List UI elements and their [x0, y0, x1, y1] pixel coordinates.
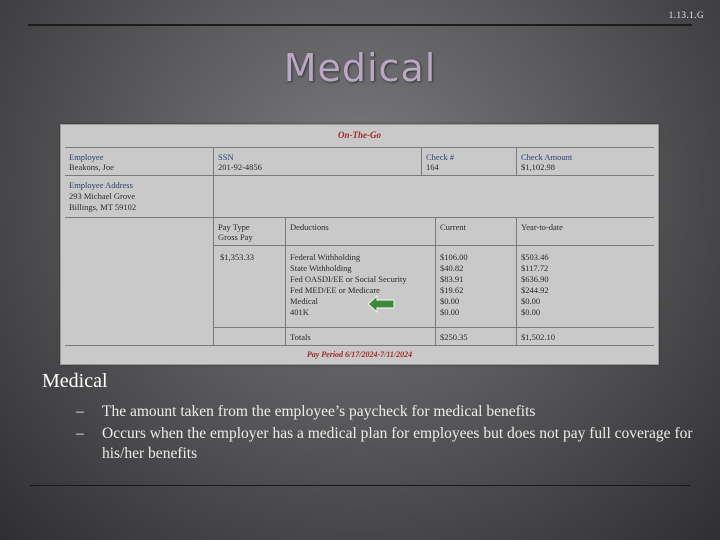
grid-line [435, 217, 436, 345]
check-number-label: Check # [426, 152, 455, 162]
ytd-header: Year-to-date [521, 222, 563, 232]
totals-current: $250.35 [440, 332, 468, 342]
deduction-name: State Withholding [290, 263, 352, 273]
deduction-current: $40.82 [440, 263, 464, 273]
list-item [76, 424, 696, 464]
top-rule [28, 24, 692, 26]
grid-line [213, 147, 214, 345]
grid-line [285, 217, 286, 345]
grid-line [213, 327, 654, 328]
deduction-current: $0.00 [440, 296, 460, 306]
slide-number: 1.13.1.G [668, 10, 704, 20]
grid-line [516, 147, 517, 175]
deductions-header: Deductions [290, 222, 329, 232]
check-number-value: 164 [426, 162, 439, 172]
grid-line [65, 217, 654, 218]
deduction-ytd: $0.00 [521, 307, 541, 317]
deduction-ytd: $117.72 [521, 263, 549, 273]
pay-period: Pay Period 6/17/2024-7/11/2024 [306, 350, 413, 359]
totals-ytd: $1,502.10 [521, 332, 555, 342]
ssn-value: 201-92-4856 [218, 162, 262, 172]
grid-line [421, 147, 422, 175]
grid-line [516, 217, 517, 345]
ssn-label: SSN [218, 152, 234, 162]
totals-label: Totals [290, 332, 311, 342]
grid-line [65, 345, 654, 346]
list-item [76, 402, 696, 422]
deduction-current: $19.62 [440, 285, 464, 295]
pay-type-label: Pay Type [218, 222, 250, 232]
deduction-ytd: $0.00 [521, 296, 541, 306]
bullet-text: The amount taken from the employee’s paycheck for medical benefits [102, 403, 536, 420]
bottom-rule [30, 485, 690, 486]
deduction-current: $106.00 [440, 252, 468, 262]
deduction-name: Fed OASDI/EE or Social Security [290, 274, 407, 284]
dash-marker: – [76, 425, 84, 442]
deduction-name: Fed MED/EE or Medicare [290, 285, 380, 295]
arrow-left-icon [367, 295, 395, 313]
deduction-name: Medical [290, 296, 318, 306]
grid-line [65, 175, 654, 176]
company-name: On-The-Go [338, 130, 381, 140]
pay-stub [60, 124, 659, 365]
grid-line [65, 147, 654, 148]
current-header: Current [440, 222, 466, 232]
deduction-current: $0.00 [440, 307, 460, 317]
deduction-current: $83.91 [440, 274, 464, 284]
deduction-name: Federal Withholding [290, 252, 361, 262]
deduction-ytd: $636.90 [521, 274, 549, 284]
check-amount-value: $1,102.98 [521, 162, 555, 172]
address-line: 293 Michael Grove [69, 191, 136, 201]
address-line: Billings, MT 59102 [69, 202, 137, 212]
employee-label: Employee [69, 152, 104, 162]
address-label: Employee Address [69, 180, 133, 190]
deduction-name: 401K [290, 307, 309, 317]
deduction-ytd: $503.46 [521, 252, 549, 262]
bullet-text: Occurs when the employer has a medical plan for employees but does not pay full coverage for his/her benefits [102, 425, 693, 462]
deduction-ytd: $244.92 [521, 285, 549, 295]
pay-type-value: Gross Pay [218, 232, 253, 242]
gross-pay-value: $1,353.33 [220, 252, 254, 262]
slide-title: Medical [283, 46, 437, 90]
bullet-list [76, 402, 696, 466]
dash-marker: – [76, 403, 84, 420]
section-heading: Medical [42, 370, 108, 392]
arrow-shape [368, 296, 394, 312]
grid-line [213, 245, 654, 246]
employee-name: Beakons, Joe [69, 162, 114, 172]
check-amount-label: Check Amount [521, 152, 573, 162]
